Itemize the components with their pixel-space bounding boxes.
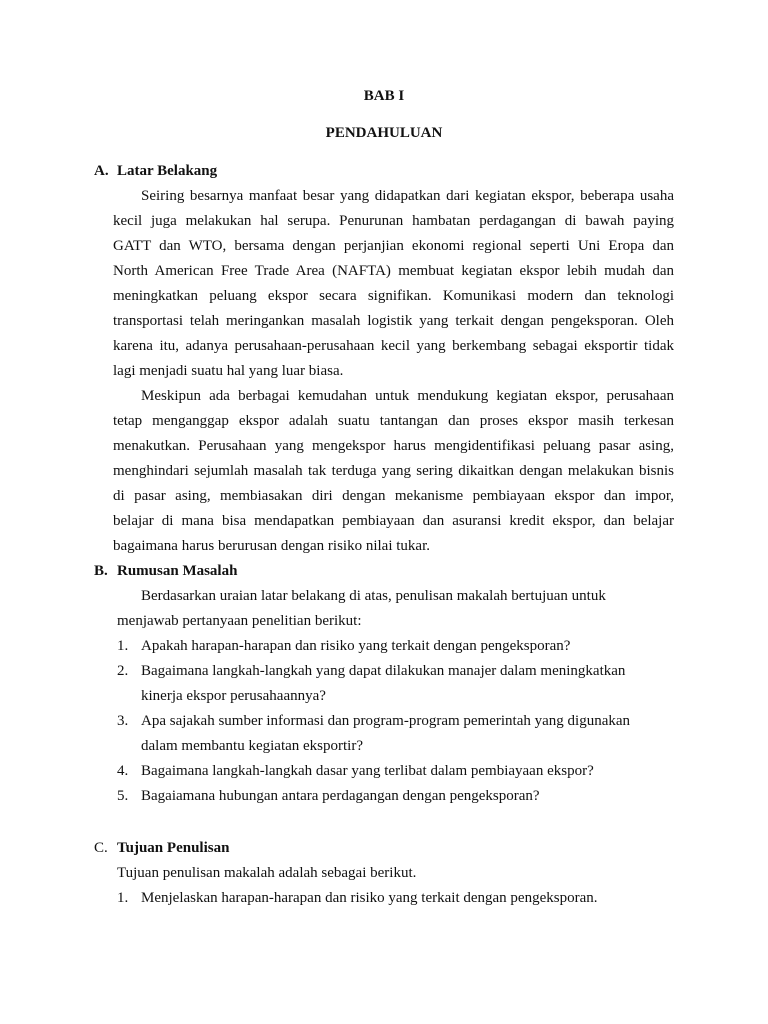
chapter-title: PENDAHULUAN bbox=[325, 125, 443, 141]
section-a-p1-line: karena itu, adanya perusahaan-perusahaan kecil yang berkembang sebagai eksportir tidak bbox=[113, 338, 674, 354]
list-item-text: dalam membantu kegiatan eksportir? bbox=[141, 738, 364, 754]
section-c-intro: Tujuan penulisan makalah adalah sebagai berikut. bbox=[117, 865, 417, 881]
chapter-number: BAB I bbox=[363, 88, 405, 104]
section-b-heading: Rumusan Masalah bbox=[117, 563, 238, 579]
section-a-heading: Latar Belakang bbox=[117, 163, 218, 179]
list-item-number: 1. bbox=[117, 890, 129, 906]
section-b-intro-line: menjawab pertanyaan penelitian berikut: bbox=[117, 613, 362, 629]
list-item-text: Menjelaskan harapan-harapan dan risiko yang terkait dengan pengeksporan. bbox=[141, 890, 598, 906]
section-a-p1-line: Seiring besarnya manfaat besar yang didapatkan dari kegiatan ekspor, beberapa usaha bbox=[141, 188, 674, 204]
section-a-p2-line: belajar di mana bisa mendapatkan pembiayaan dan asuransi kredit ekspor, dan belajar bbox=[113, 513, 674, 529]
list-item-text: Bagaiamana hubungan antara perdagangan dengan pengeksporan? bbox=[141, 788, 540, 804]
list-item-number: 4. bbox=[117, 763, 129, 779]
section-c-heading: Tujuan Penulisan bbox=[117, 840, 230, 856]
list-item-number: 2. bbox=[117, 663, 129, 679]
list-item-text: kinerja ekspor perusahaannya? bbox=[141, 688, 326, 704]
section-a-p2-line: menakutkan. Perusahaan yang mengekspor harus mengidentifikasi peluang pasar asing, bbox=[113, 438, 674, 454]
list-item-text: Bagaimana langkah-langkah dasar yang terlibat dalam pembiayaan ekspor? bbox=[141, 763, 594, 779]
list-item-text: Apa sajakah sumber informasi dan program-program pemerintah yang digunakan bbox=[141, 713, 631, 729]
section-a-p1-line: transportasi telah meringankan masalah logistik yang terkait dengan pengeksporan. Oleh bbox=[113, 313, 674, 329]
section-a-p2-line: Meskipun ada berbagai kemudahan untuk mendukung kegiatan ekspor, perusahaan bbox=[141, 388, 674, 404]
list-item-number: 3. bbox=[117, 713, 129, 729]
section-a-p2-line: di pasar asing, membiasakan diri dengan mekanisme pembiayaan ekspor dan impor, bbox=[113, 488, 674, 504]
list-item-text: Bagaimana langkah-langkah yang dapat dilakukan manajer dalam meningkatkan bbox=[141, 663, 626, 679]
section-a-p1-line: North American Free Trade Area (NAFTA) membuat kegiatan ekspor lebih mudah dan bbox=[113, 263, 674, 279]
section-b-marker: B. bbox=[94, 563, 108, 579]
section-a-p1-line: lagi menjadi suatu hal yang luar biasa. bbox=[113, 363, 344, 379]
section-a-marker: A. bbox=[94, 163, 109, 179]
list-item-text: Apakah harapan-harapan dan risiko yang terkait dengan pengeksporan? bbox=[141, 638, 571, 654]
section-b-intro-line: Berdasarkan uraian latar belakang di atas, penulisan makalah bertujuan untuk bbox=[141, 588, 606, 604]
section-a-p2-line: tetap menganggap ekspor adalah suatu tantangan dan proses ekspor masih terkesan bbox=[113, 413, 674, 429]
list-item-number: 5. bbox=[117, 788, 129, 804]
section-a-p2-line: menghindari sejumlah masalah tak terduga yang sering dikaitkan dengan melakukan bisnis bbox=[113, 463, 674, 479]
section-c-marker: C. bbox=[94, 840, 108, 856]
list-item-number: 1. bbox=[117, 638, 129, 654]
section-a-p2-line: bagaimana harus berurusan dengan risiko nilai tukar. bbox=[113, 538, 430, 554]
section-a-p1-line: GATT dan WTO, bersama dengan perjanjian ekonomi regional seperti Uni Eropa dan bbox=[113, 238, 674, 254]
section-a-p1-line: kecil juga melakukan hal serupa. Penurunan hambatan perdagangan di bawah paying bbox=[113, 213, 674, 229]
section-a-p1-line: meningkatkan peluang ekspor secara signifikan. Komunikasi modern dan teknologi bbox=[113, 288, 674, 304]
